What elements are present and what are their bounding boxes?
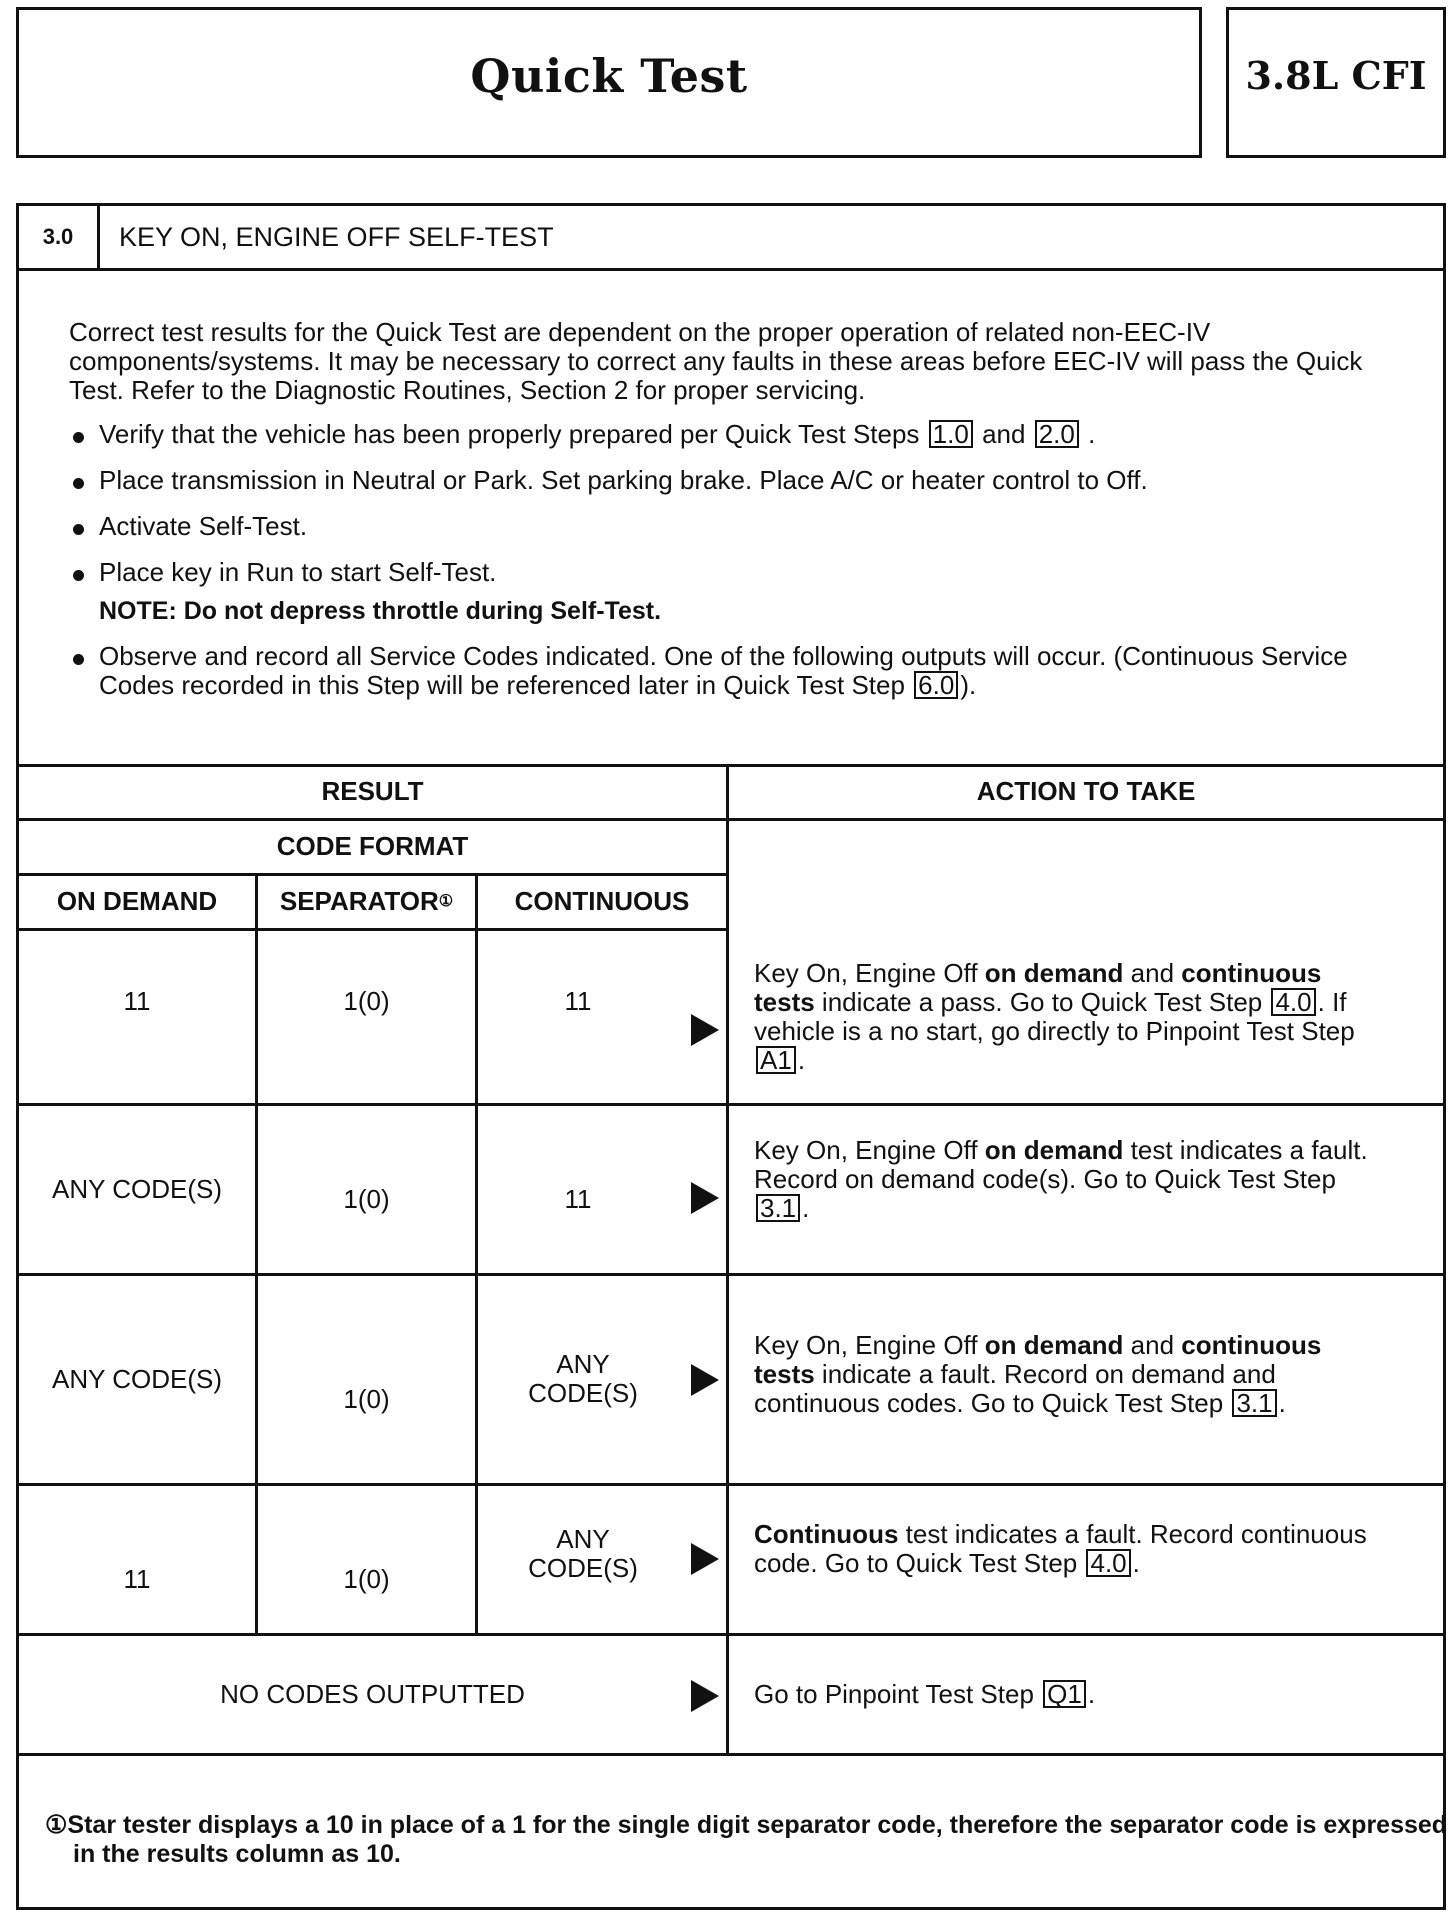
instruction-list [69,420,1409,604]
step-ref: 3.1 [1232,1389,1276,1417]
row2-continuous: 11 [564,1183,592,1214]
row3-continuous: ANY CODE(S) [528,1349,638,1408]
row1-continuous: 11 [564,986,592,1016]
step-header-rule [19,268,1443,271]
list-item: Activate Self-Test. [69,512,1409,541]
row4-continuous: ANY CODE(S) [528,1524,638,1583]
footnote: ①Star tester displays a 10 in place of a 1 for the single digit separator code, therefore the separator code is expressed in the results column as 10. [45,1811,1448,1868]
on-demand-header: ON DEMAND [56,886,218,916]
row3-on-demand: ANY CODE(S) [52,1363,222,1394]
instruction-list-2 [69,642,1409,717]
note: NOTE: Do not depress throttle during Self-Test. [99,597,662,625]
engine-box [1226,7,1446,158]
table-bottom-rule [19,1753,1443,1756]
step-ref: 6.0 [914,671,958,699]
arrow-icon [691,1543,719,1575]
bullet-icon [73,432,84,443]
footnote-mark: ① [438,893,454,910]
step-ref: A1 [756,1046,796,1074]
row4-separator: 1(0) [343,1563,390,1594]
bullet-icon [73,654,84,665]
arrow-icon [691,1364,719,1396]
row1-action: Key On, Engine Off on demand and continuous tests indicate a pass. Go to Quick Test Step 4.0 . If vehicle is a no start, go directly to Pinpoint Test Step A1 . [754,957,1355,1075]
continuous-header: CONTINUOUS [514,886,690,916]
row3-separator: 1(0) [343,1383,390,1414]
step-ref: Q1 [1043,1680,1086,1708]
bullet-icon [73,570,84,581]
bullet-icon [73,478,84,489]
no-codes-action: Go to Pinpoint Test Step Q1 . [754,1678,1096,1709]
arrow-icon [691,1182,719,1214]
step-title: KEY ON, ENGINE OFF SELF-TEST [119,221,554,252]
bullet-icon [73,524,84,535]
list-item: Observe and record all Service Codes indicated. One of the following outputs will occur. (Continuous Service Codes recorded in this Step will be referenced later in Quick Test Step 6.0 ). [69,642,1409,700]
step-ref: 1.0 [929,420,973,448]
list-item: Place transmission in Neutral or Park. Set parking brake. Place A/C or heater control to Off. [69,466,1409,495]
arrow-icon [691,1014,719,1046]
footnote-mark: ① [45,1811,68,1839]
step-ref: 3.1 [756,1194,800,1222]
action-header: ACTION TO TAKE [976,775,1196,806]
title-box [16,7,1202,158]
row1-on-demand: 11 [123,986,151,1016]
step-number: 3.0 [42,224,74,249]
engine-label: 3.8L CFI [1245,53,1427,98]
row2-on-demand: ANY CODE(S) [52,1173,222,1204]
step-divider [97,206,100,268]
list-item: Verify that the vehicle has been properly prepared per Quick Test Steps 1.0 and 2.0 . [69,420,1409,449]
intro-paragraph: Correct test results for the Quick Test are dependent on the proper operation of related non-EEC-IV components/systems. It may be necessary to correct any faults in these areas before EEC-IV will pass the Quick Test. Refer to the Diagnostic Routines, Section 2 for proper servicing. [69,317,1363,405]
row4-action: Continuous test indicates a fault. Record continuous code. Go to Quick Test Step 4.0 . [754,1519,1367,1578]
separator-header: SEPARATOR ① [279,886,454,916]
no-codes-result: NO CODES OUTPUTTED [220,1678,525,1709]
step-ref: 2.0 [1035,420,1079,448]
page-title: Quick Test [470,48,748,103]
row2-separator: 1(0) [343,1183,390,1214]
arrow-icon [691,1680,719,1712]
action-column-divider [726,764,729,1753]
row4-on-demand: 11 [123,1563,151,1594]
procedure-box [16,203,1446,1910]
result-header: RESULT [321,775,424,806]
step-ref: 4.0 [1271,988,1315,1016]
row2-action: Key On, Engine Off on demand test indicates a fault. Record on demand code(s). Go to Quick Test Step 3.1 . [754,1134,1368,1223]
code-format-header: CODE FORMAT [276,831,469,861]
step-ref: 4.0 [1086,1549,1130,1577]
row1-separator: 1(0) [343,986,390,1016]
row3-action: Key On, Engine Off on demand and continuous tests indicate a fault. Record on demand and continuous codes. Go to Quick Test Step 3.1 . [754,1329,1322,1418]
list-item: Place key in Run to start Self-Test. [69,558,1409,587]
